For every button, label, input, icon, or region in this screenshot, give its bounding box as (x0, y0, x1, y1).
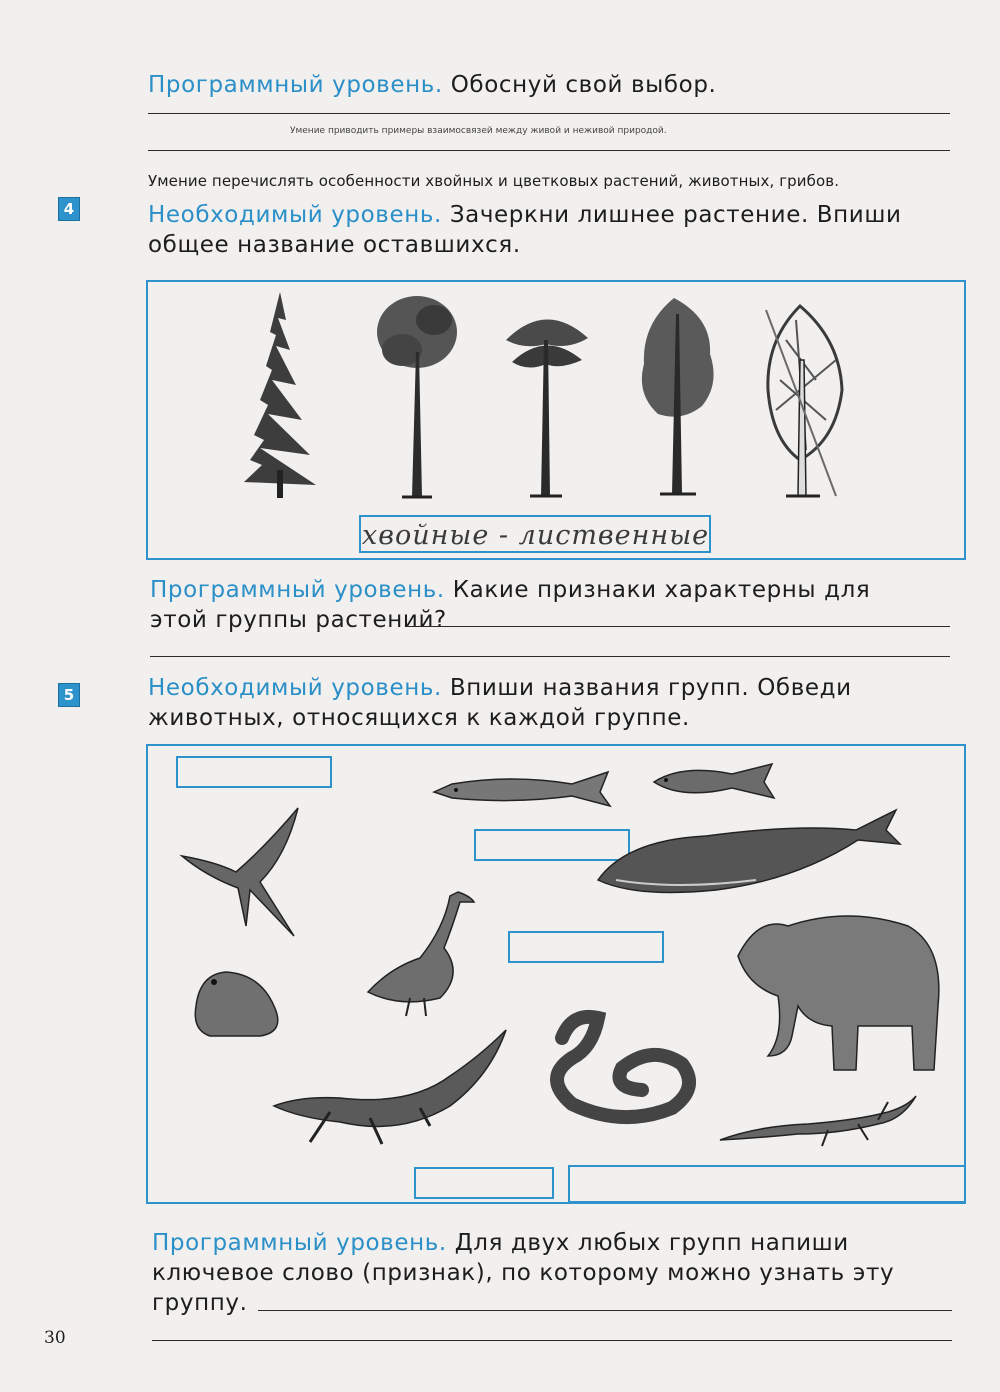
task-text: Впиши названия групп. Обведи (441, 675, 852, 701)
handwritten-answer: хвойные - лиственные (362, 520, 710, 551)
pine-icon[interactable] (372, 292, 462, 500)
task-text: Зачеркни лишнее растение. Впиши (441, 202, 902, 228)
task4-heading (148, 200, 968, 260)
answer-line[interactable] (148, 113, 950, 114)
task5-heading (148, 673, 968, 733)
task-text: Обоснуй свой выбор. (442, 72, 717, 98)
task-text: Для двух любых групп напиши (446, 1230, 849, 1256)
spruce-icon[interactable] (240, 290, 320, 500)
page-number: 30 (44, 1328, 66, 1348)
task-number: 4 (58, 197, 80, 221)
answer-line[interactable] (152, 1340, 952, 1341)
snake-icon[interactable] (532, 1008, 702, 1126)
task-text: этой группы растений? (150, 607, 447, 633)
tiny-note: Умение приводить примеры взаимосвязей между живой и неживой природой. (290, 126, 667, 136)
level-label: Необходимый уровень. (148, 202, 442, 228)
level-label: Необходимый уровень. (148, 675, 442, 701)
cod-icon[interactable] (652, 760, 776, 802)
task-text: группу. (152, 1290, 248, 1316)
answer-line[interactable] (408, 626, 950, 627)
group-name-box[interactable] (176, 756, 332, 788)
larch-icon[interactable] (632, 294, 722, 500)
swallow-icon[interactable] (176, 806, 306, 942)
task-text: Какие признаки характерны для (444, 577, 871, 603)
cedar-icon[interactable] (498, 300, 594, 500)
section1-heading (148, 70, 716, 100)
answer-line[interactable] (148, 150, 950, 151)
group-name-box[interactable] (508, 931, 664, 963)
task5-program-heading (152, 1228, 972, 1318)
level-label: Программный уровень. (150, 577, 445, 603)
answer-line[interactable] (150, 656, 950, 657)
task-text: общее название оставшихся. (148, 232, 521, 258)
level-label: Программный уровень. (148, 72, 443, 98)
task-text: ключевое слово (признак), по которому можно узнать эту (152, 1260, 895, 1286)
birch-icon[interactable] (756, 300, 852, 500)
task-number: 5 (58, 683, 80, 707)
elephant-icon[interactable] (728, 906, 950, 1076)
whale-icon[interactable] (596, 800, 900, 900)
answer-line[interactable] (258, 1310, 952, 1311)
group-name-box[interactable] (414, 1167, 554, 1199)
lizard-icon[interactable] (718, 1090, 918, 1146)
sturgeon-icon[interactable] (432, 770, 612, 810)
level-label: Программный уровень. (152, 1230, 447, 1256)
skill-note: Умение перечислять особенности хвойных и цветковых растений, животных, грибов. (148, 172, 840, 190)
goose-icon[interactable] (360, 888, 476, 1018)
group-name-box[interactable] (568, 1165, 966, 1203)
task-text: животных, относящихся к каждой группе. (148, 705, 690, 731)
newt-icon[interactable] (270, 1026, 510, 1146)
